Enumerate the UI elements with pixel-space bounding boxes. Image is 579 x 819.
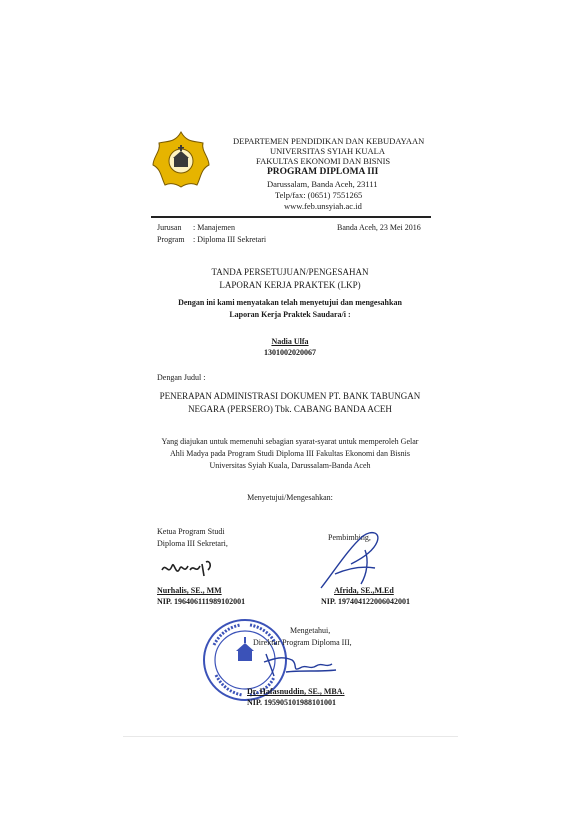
header-program: PROGRAM DIPLOMA III (267, 167, 379, 177)
bottom-role2: Direktur Program Diploma III, (253, 638, 352, 647)
right-nip: NIP. 197404122006042001 (321, 597, 411, 606)
judul-line2: NEGARA (PERSERO) Tbk. CABANG BANDA ACEH (188, 404, 392, 414)
statement-line2: Laporan Kerja Praktek Saudara/i : (229, 310, 351, 319)
date: Banda Aceh, 23 Mei 2016 (337, 223, 421, 232)
student-name: Nadia Ulfa (271, 337, 309, 346)
jurusan-label: Jurusan (157, 223, 182, 232)
right-signature (315, 530, 395, 592)
header-dept: DEPARTEMEN PENDIDIKAN DAN KEBUDAYAAN (233, 136, 425, 146)
right-name: Afrida, SE.,M.Ed (334, 586, 394, 595)
bottom-name: Dr. Hafasnuddin, SE., MBA. (247, 687, 345, 696)
bottom-signature (262, 648, 342, 682)
left-nip: NIP. 196406111989102001 (157, 597, 246, 606)
jurusan-value: : Manajemen (193, 223, 235, 232)
scan-edge (123, 736, 458, 737)
purpose-line2: Ahli Madya pada Program Studi Diploma III Fakultas Ekonomi dan Bisnis (170, 449, 410, 458)
program-value: : Diploma III Sekretari (193, 235, 267, 244)
approve-label: Menyetujui/Mengesahkan: (247, 493, 333, 502)
header-rule (151, 216, 431, 218)
title-line2: LAPORAN KERJA PRAKTEK (LKP) (219, 280, 361, 290)
left-name: Nurhalis, SE., MM (157, 586, 222, 595)
student-nim: 1301002020067 (264, 348, 316, 357)
left-signature (160, 556, 220, 582)
header-univ: UNIVERSITAS SYIAH KUALA (270, 146, 386, 156)
right-role1: Pembimbing, (328, 533, 371, 542)
judul-label: Dengan Judul : (157, 373, 206, 382)
header-faculty: FAKULTAS EKONOMI DAN BISNIS (256, 156, 391, 166)
left-role2: Diploma III Sekretari, (157, 539, 228, 548)
purpose-line3: Universitas Syiah Kuala, Darussalam-Banda Aceh (209, 461, 371, 470)
header-address: Darussalam, Banda Aceh, 23111 (267, 179, 378, 189)
header-phone: Telp/fax: (0651) 7551265 (275, 190, 363, 200)
purpose-line1: Yang diajukan untuk memenuhi sebagian syarat-syarat untuk memperoleh Gelar (161, 437, 419, 446)
header-web: www.feb.unsyiah.ac.id (284, 201, 362, 211)
title-line1: TANDA PERSETUJUAN/PENGESAHAN (211, 267, 369, 277)
university-logo (150, 130, 212, 192)
program-label: Program (157, 235, 185, 244)
judul-line1: PENERAPAN ADMINISTRASI DOKUMEN PT. BANK TABUNGAN (159, 391, 421, 401)
bottom-nip: NIP. 195905101988101001 (247, 698, 337, 707)
left-role1: Ketua Program Studi (157, 527, 225, 536)
bottom-role1: Mengetahui, (290, 626, 331, 635)
statement-line1: Dengan ini kami menyatakan telah menyetujui dan mengesahkan (178, 298, 402, 307)
